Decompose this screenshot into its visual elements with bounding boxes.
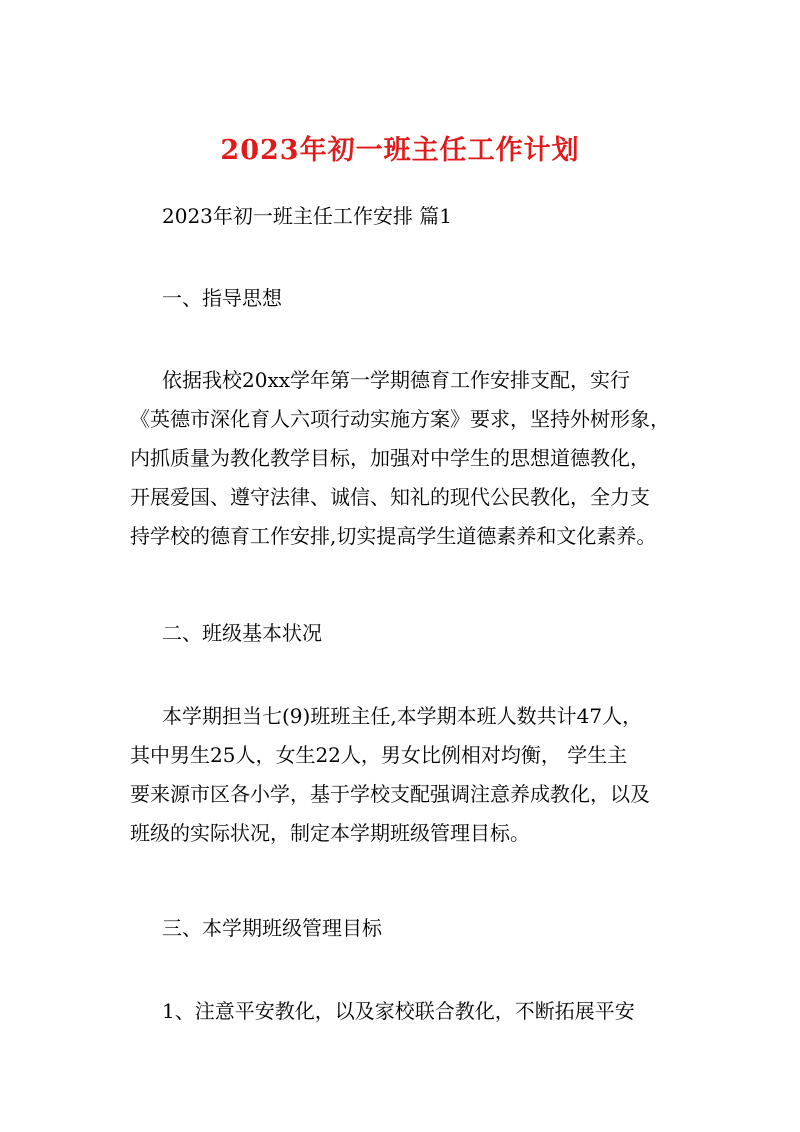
document-subtitle: 2023年初一班主任工作安排 篇1 xyxy=(162,204,452,228)
document-title: 2023年初一班主任工作计划 xyxy=(220,135,580,166)
paragraph-line: 持学校的德育工作安排,切实提高学生道德素养和文化素养。 xyxy=(130,524,657,548)
section-heading-management-goals: 三、本学期班级管理目标 xyxy=(162,916,382,940)
paragraph-line: 开展爱国、遵守法律、诚信、知礼的现代公民教化，全力支 xyxy=(130,485,650,509)
paragraph-class-status xyxy=(130,697,682,853)
paragraph-line: 依据我校20xx学年第一学期德育工作安排支配，实行 xyxy=(162,368,631,392)
paragraph-line: 要来源市区各小学，基于学校支配强调注意养成教化，以及 xyxy=(130,782,650,806)
paragraph-line: 本学期担当七(9)班班主任,本学期本班人数共计47人， xyxy=(162,704,643,728)
paragraph-line: 《英德市深化育人六项行动实施方案》要求，坚持外树形象， xyxy=(130,407,670,431)
section-heading-guiding-thought: 一、指导思想 xyxy=(162,286,282,310)
section-heading-class-status: 二、班级基本状况 xyxy=(162,621,322,645)
paragraph-line: 内抓质量为教化教学目标，加强对中学生的思想道德教化， xyxy=(130,446,650,470)
paragraph-line: 班级的实际状况，制定本学期班级管理目标。 xyxy=(130,821,530,845)
paragraph-guiding-thought xyxy=(130,361,682,556)
paragraph-line: 其中男生25人，女生22人，男女比例相对均衡， 学生主 xyxy=(130,743,628,767)
goal-item-1: 1、注意平安教化，以及家校联合教化，不断拓展平安 xyxy=(162,999,635,1023)
